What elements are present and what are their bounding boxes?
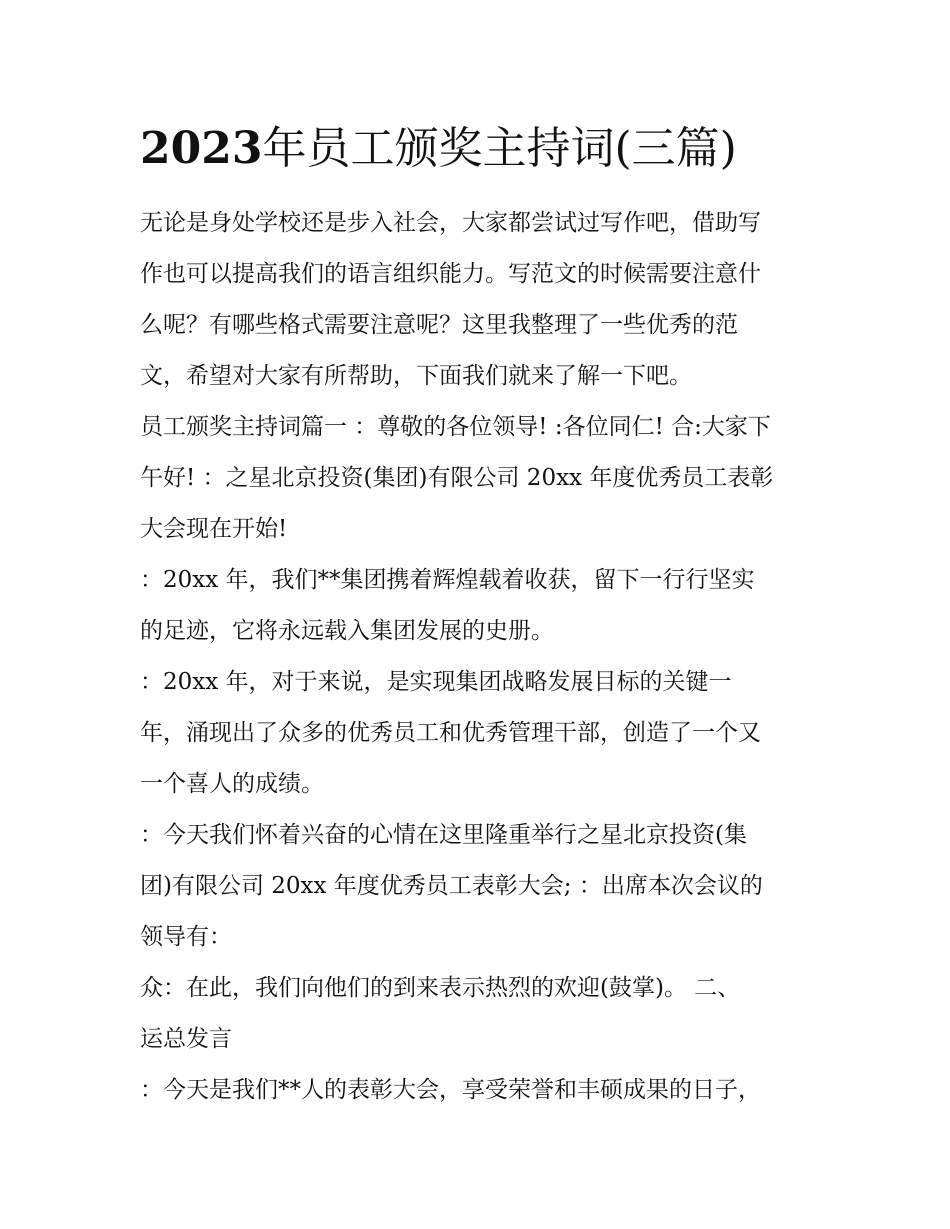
title-text: 年员工颁奖主持词(三篇) [262, 123, 737, 174]
body-line: 的足迹，它将永远载入集团发展的史册。 [140, 618, 554, 644]
body-line: 众：在此，我们向他们的到来表示热烈的欢迎(鼓掌)。 二、 [140, 975, 741, 1001]
body-line: 年，涌现出了众多的优秀员工和优秀管理干部，创造了一个又 [140, 720, 761, 746]
body-line: 员工颁奖主持词篇一 ：尊敬的各位领导! :各位同仁! 合:大家下 [140, 414, 771, 440]
body-line: ：今天我们怀着兴奋的心情在这里隆重举行之星北京投资(集 [140, 822, 747, 848]
body-line: 团)有限公司 20xx 年度优秀员工表彰大会; ：出席本次会议的 [140, 873, 763, 899]
body-line: 么呢？有哪些格式需要注意呢？这里我整理了一些优秀的范 [140, 312, 738, 338]
body-line: 作也可以提高我们的语言组织能力。写范文的时候需要注意什 [140, 261, 761, 287]
document-body [140, 198, 820, 1116]
body-line: ：今天是我们**人的表彰大会，享受荣誉和丰硕成果的日子， [140, 1077, 761, 1103]
body-line: 无论是身处学校还是步入社会，大家都尝试过写作吧，借助写 [140, 210, 761, 236]
body-line: 大会现在开始! [140, 516, 288, 542]
body-line: 运总发言 [140, 1026, 232, 1052]
document-title [140, 118, 737, 180]
title-year: 2023 [140, 123, 263, 174]
body-line: 一个喜人的成绩。 [140, 771, 324, 797]
body-line: 领导有： [140, 924, 232, 950]
body-line: 午好! ：之星北京投资(集团)有限公司 20xx 年度优秀员工表彰 [140, 465, 774, 491]
body-line: ：20xx 年，对于来说，是实现集团战略发展目标的关键一 [140, 669, 732, 695]
body-line: 文，希望对大家有所帮助，下面我们就来了解一下吧。 [140, 363, 692, 389]
body-line: ：20xx 年，我们**集团携着辉煌载着收获，留下一行行坚实 [140, 567, 755, 593]
